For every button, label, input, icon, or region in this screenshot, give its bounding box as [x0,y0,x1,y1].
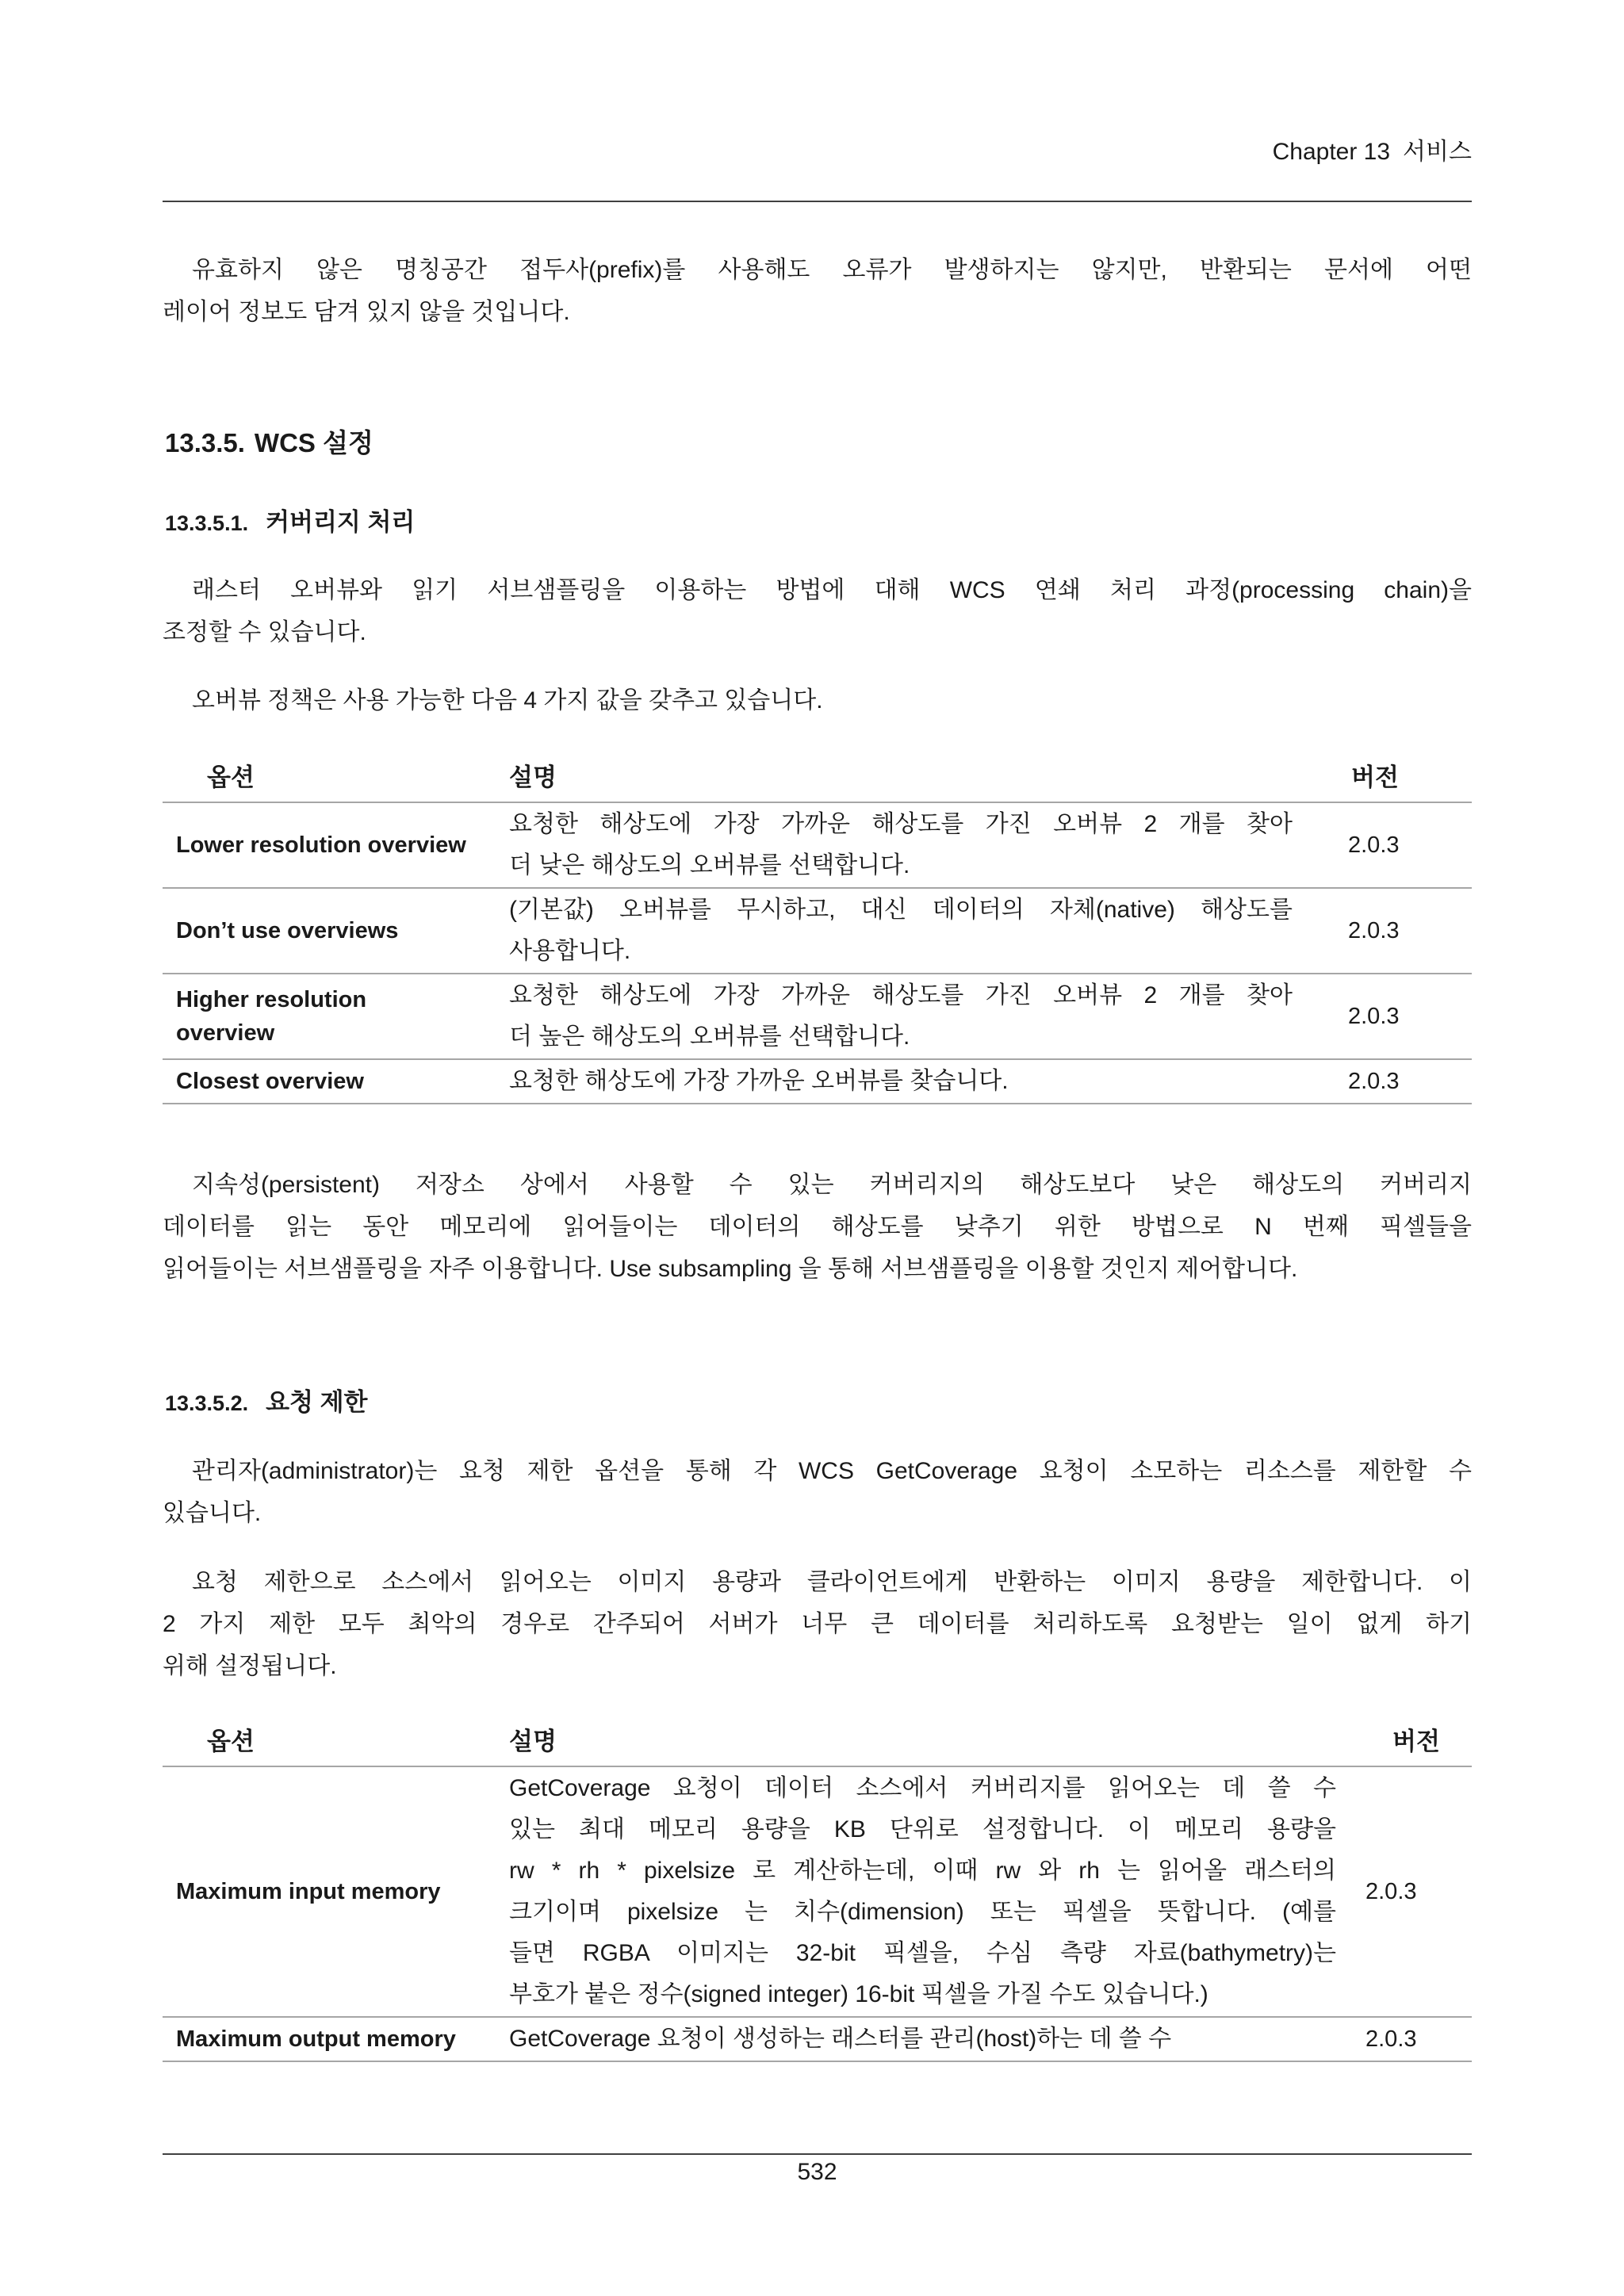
option-label: Lower resolution overview [176,832,466,858]
section-title: WCS 설정 [254,428,373,457]
version-cell [1336,803,1472,887]
description-cell [502,1767,1358,2016]
subsection-title: 커버리지 처리 [266,508,416,536]
subsampling-paragraph [163,1164,1472,1290]
description-line: 부호가 붙은 정수(signed integer) 16-bit 픽셀을 가질 수도 있습니다.) [509,1981,1208,2007]
option-cell [163,1767,502,2016]
version-cell [1336,1060,1472,1103]
header-rule [163,201,1472,202]
paragraph-line: 위해 설정됩니다. [163,1653,337,1679]
subsection-heading-request-limits [165,1383,368,1427]
description-line: 요청한 해상도에 가장 가까운 오버뷰를 찾습니다. [509,1068,1009,1094]
request-limits-table [163,1717,1472,2062]
table-header-row [163,753,1472,803]
version-value: 2.0.3 [1365,2026,1417,2052]
option-label: Maximum output memory [176,2026,456,2052]
overview-policy-paragraph [163,679,1472,721]
description-line: 더 높은 해상도의 오버뷰를 선택합니다. [509,1024,910,1050]
subsection-title: 요청 제한 [266,1388,368,1416]
version-value: 2.0.3 [1348,1003,1400,1029]
table-row [163,1060,1472,1104]
table-header-row [163,1717,1472,1767]
running-header [1273,136,1472,168]
option-cell [163,803,502,887]
overview-policy-table [163,753,1472,1104]
coverage-intro-paragraph [163,569,1472,653]
description-cell [502,889,1336,973]
option-cell [163,974,502,1058]
option-label: Closest overview [176,1069,364,1094]
paragraph-line: 데이터를 읽는 동안 메모리에 읽어들이는 데이터의 해상도를 낮추기 위한 방법으로 N 번째 픽셀들을 [163,1214,1472,1240]
table-header-description: 설명 [509,1727,557,1755]
paragraph-line: 읽어들이는 서브샘플링을 자주 이용합니다. Use subsampling 을 통해 서브샘플링을 이용할 것인지 제어합니다. [163,1256,1298,1282]
paragraph-line: 래스터 오버뷰와 읽기 서브샘플링을 이용하는 방법에 대해 WCS 연쇄 처리 과정(processing chain)을 [192,577,1472,603]
subsection-heading-coverage-processing [165,503,415,547]
description-line: 크기이며 pixelsize 는 치수(dimension) 또는 픽셀을 뜻합니다. (예를 [509,1899,1336,1925]
request-limits-intro-paragraph [163,1450,1472,1534]
chapter-title: 서비스 [1403,139,1472,165]
option-cell [163,1060,502,1103]
description-line: rw * rh * pixelsize 로 계산하는데, 이때 rw 와 rh 는 읽어올 래스터의 [509,1858,1336,1884]
table-header-option: 옵션 [207,1727,255,1755]
table-header-description: 설명 [509,763,557,791]
paragraph-line: 유효하지 않은 명칭공간 접두사(prefix)를 사용해도 오류가 발생하지는 않지만, 반환되는 문서에 어떤 [192,257,1472,283]
subsection-number: 13.3.5.1. [165,511,249,535]
table-header-option: 옵션 [207,763,255,791]
description-line: GetCoverage 요청이 생성하는 래스터를 관리(host)하는 데 쓸 수 [509,2026,1172,2052]
description-cell [502,1060,1336,1103]
footer-rule [163,2153,1472,2155]
version-value: 2.0.3 [1365,1878,1417,1904]
table-row [163,974,1472,1060]
request-limits-detail-paragraph [163,1561,1472,1687]
version-value: 2.0.3 [1348,917,1400,943]
paragraph-line: 있습니다. [163,1500,262,1526]
option-cell [163,889,502,973]
paragraph-line: 레이어 정보도 담겨 있지 않을 것입니다. [163,299,570,325]
version-value: 2.0.3 [1348,832,1400,858]
option-label: Maximum input memory [176,1879,441,1904]
version-cell [1358,1767,1472,2016]
description-line: 있는 최대 메모리 용량을 KB 단위로 설정합니다. 이 메모리 용량을 [509,1816,1336,1843]
option-label: Higher resolution overview [176,987,367,1046]
paragraph-line: 조정할 수 있습니다. [163,619,366,645]
description-cell [502,2018,1358,2061]
table-row [163,803,1472,889]
description-cell [502,974,1336,1058]
table-header-version: 버전 [1351,763,1399,791]
description-line: 들면 RGBA 이미지는 32-bit 픽셀을, 수심 측량 자료(bathymetry)는 [509,1940,1336,1966]
description-line: 요청한 해상도에 가장 가까운 해상도를 가진 오버뷰 2 개를 찾아 [509,982,1293,1008]
version-cell [1336,974,1472,1058]
option-cell [163,2018,502,2061]
paragraph-line: 오버뷰 정책은 사용 가능한 다음 4 가지 값을 갖추고 있습니다. [192,687,823,714]
description-line: 요청한 해상도에 가장 가까운 해상도를 가진 오버뷰 2 개를 찾아 [509,811,1293,837]
section-heading [165,423,373,464]
intro-paragraph [163,249,1472,333]
paragraph-line: 지속성(persistent) 저장소 상에서 사용할 수 있는 커버리지의 해상도보다 낮은 해상도의 커버리지 [192,1172,1472,1198]
table-header-version: 버전 [1392,1727,1440,1755]
option-label: Don’t use overviews [176,918,399,943]
version-cell [1358,2018,1472,2061]
table-row [163,1767,1472,2018]
subsection-number: 13.3.5.2. [165,1391,249,1415]
description-cell [502,803,1336,887]
table-row [163,2018,1472,2062]
section-number: 13.3.5. [165,428,245,457]
paragraph-line: 관리자(administrator)는 요청 제한 옵션을 통해 각 WCS GetCoverage 요청이 소모하는 리소스를 제한할 수 [192,1458,1472,1484]
description-line: (기본값) 오버뷰를 무시하고, 대신 데이터의 자체(native) 해상도를 [509,897,1293,923]
paragraph-line: 2 가지 제한 모두 최악의 경우로 간주되어 서버가 너무 큰 데이터를 처리하도록 요청받는 일이 없게 하기 [163,1611,1472,1637]
description-line: 더 낮은 해상도의 오버뷰를 선택합니다. [509,852,910,878]
version-value: 2.0.3 [1348,1068,1400,1094]
paragraph-line: 요청 제한으로 소스에서 읽어오는 이미지 용량과 클라이언트에게 반환하는 이미지 용량을 제한합니다. 이 [192,1569,1472,1595]
version-cell [1336,889,1472,973]
chapter-label: Chapter 13 [1272,139,1391,165]
description-line: 사용합니다. [509,938,631,964]
table-row [163,889,1472,974]
description-line: GetCoverage 요청이 데이터 소스에서 커버리지를 읽어오는 데 쓸 수 [509,1775,1336,1801]
page-number: 532 [797,2159,837,2185]
